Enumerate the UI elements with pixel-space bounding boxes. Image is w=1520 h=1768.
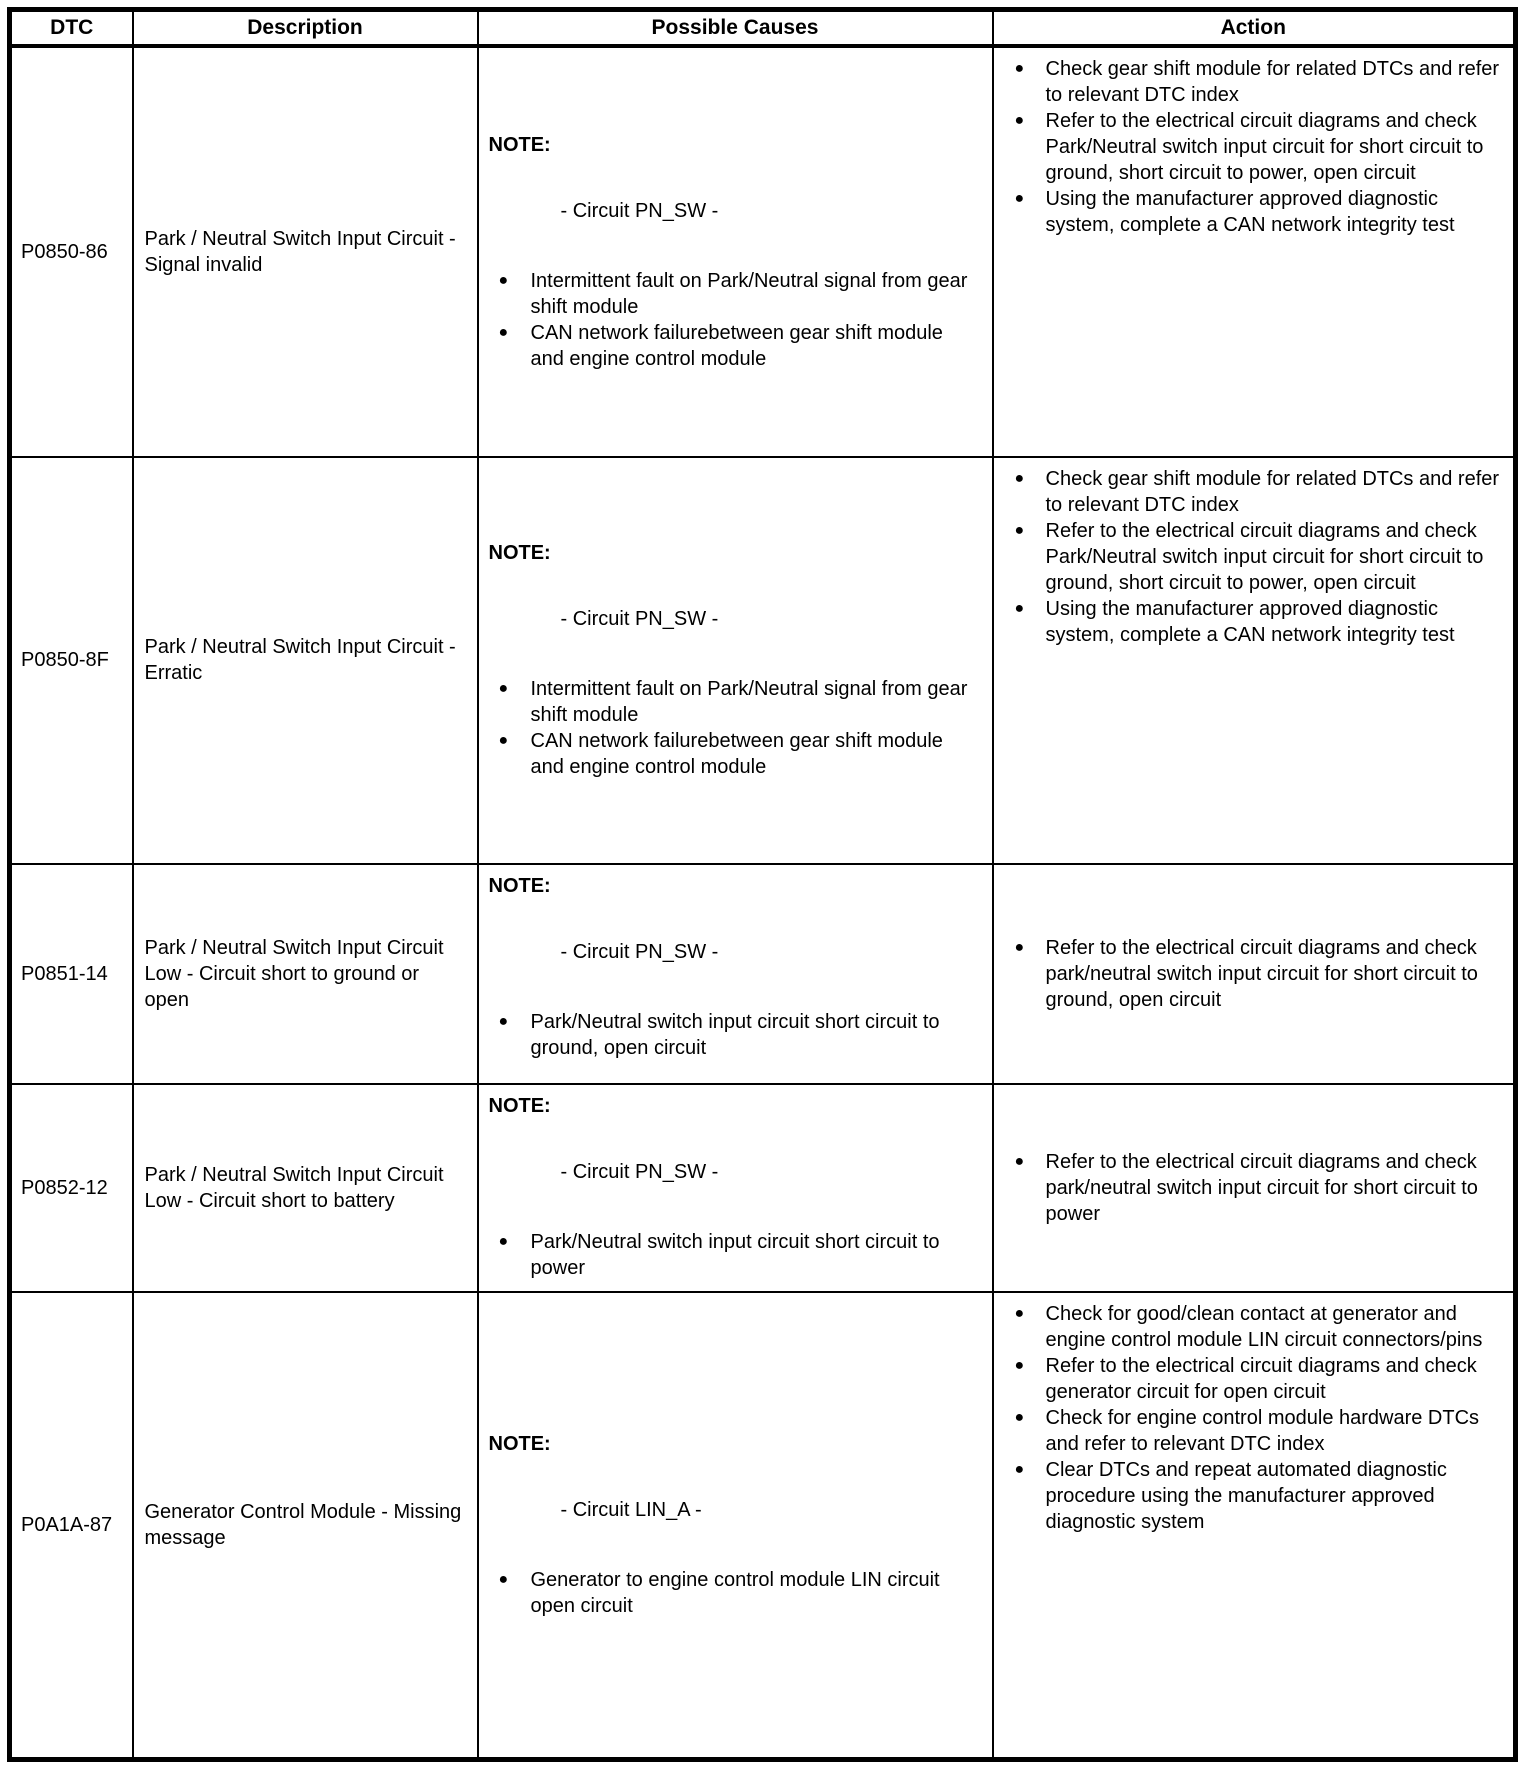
note-label: NOTE: <box>488 542 551 564</box>
col-header-action: Action <box>993 10 1516 46</box>
circuit-reference: - Circuit PN_SW - <box>560 199 719 222</box>
circuit-reference: - Circuit PN_SW - <box>560 1160 719 1183</box>
causes-list <box>489 1009 980 1061</box>
action-cell <box>993 1292 1516 1760</box>
action-item: ● Refer to the electrical circuit diagrams and check generator circuit for open circuit <box>1006 1353 1508 1405</box>
dtc-code: P0A1A-87 <box>10 1292 133 1760</box>
possible-causes-cell <box>478 457 993 864</box>
cause-item: ● CAN network failurebetween gear shift module and engine control module <box>489 320 980 372</box>
note-label: NOTE: <box>488 1432 551 1455</box>
dtc-description: Generator Control Module - Missing message <box>133 1292 478 1760</box>
action-cell <box>993 864 1516 1084</box>
action-cell <box>993 46 1516 457</box>
action-item: ● Check for engine control module hardware DTCs and refer to relevant DTC index <box>1006 1405 1508 1457</box>
action-item: ● Refer to the electrical circuit diagrams and check park/neutral switch input circuit for short circuit to ground, open circuit <box>1006 935 1508 1013</box>
col-header-dtc: DTC <box>10 10 133 46</box>
action-item: ● Check gear shift module for related DTCs and refer to relevant DTC index <box>1006 466 1508 518</box>
dtc-code: P0852-12 <box>10 1084 133 1292</box>
note-label: NOTE: <box>488 133 551 156</box>
action-item: ● Refer to the electrical circuit diagrams and check Park/Neutral switch input circuit for short circuit to ground, short circuit to power, open circuit <box>1006 518 1508 596</box>
col-header-possible-causes: Possible Causes <box>478 10 993 46</box>
causes-list <box>489 268 980 372</box>
action-item: ● Using the manufacturer approved diagnostic system, complete a CAN network integrity test <box>1006 186 1508 238</box>
cause-item: ● Park/Neutral switch input circuit short circuit to ground, open circuit <box>489 1009 980 1061</box>
action-list <box>1006 1149 1508 1227</box>
action-list <box>1006 466 1508 648</box>
possible-causes-cell <box>478 1084 993 1292</box>
cause-item: ● Intermittent fault on Park/Neutral signal from gear shift module <box>489 676 980 728</box>
cause-item: ● Generator to engine control module LIN circuit open circuit <box>489 1567 980 1619</box>
dtc-description: Park / Neutral Switch Input Circuit - Erratic <box>133 457 478 864</box>
action-list <box>1006 56 1508 238</box>
circuit-reference: - Circuit LIN_A - <box>560 1498 702 1521</box>
table-row <box>10 864 1516 1084</box>
table-row <box>10 1084 1516 1292</box>
cause-item: ● CAN network failurebetween gear shift module and engine control module <box>489 728 980 780</box>
action-item: ● Clear DTCs and repeat automated diagnostic procedure using the manufacturer approved diagnostic system <box>1006 1457 1508 1535</box>
circuit-reference: - Circuit PN_SW - <box>560 608 719 630</box>
dtc-code: P0851-14 <box>10 864 133 1084</box>
causes-list <box>489 676 980 780</box>
action-cell <box>993 1084 1516 1292</box>
cause-item: ● Park/Neutral switch input circuit short circuit to power <box>489 1229 980 1281</box>
action-item: ● Check gear shift module for related DTCs and refer to relevant DTC index <box>1006 56 1508 108</box>
action-item: ● Refer to the electrical circuit diagrams and check Park/Neutral switch input circuit for short circuit to ground, short circuit to power, open circuit <box>1006 108 1508 186</box>
table-row <box>10 457 1516 864</box>
action-cell <box>993 457 1516 864</box>
table-row <box>10 46 1516 457</box>
action-list <box>1006 1301 1508 1535</box>
possible-causes-cell <box>478 864 993 1084</box>
causes-list <box>489 1229 980 1281</box>
circuit-reference: - Circuit PN_SW - <box>560 940 719 963</box>
action-item: ● Check for good/clean contact at generator and engine control module LIN circuit connectors/pins <box>1006 1301 1508 1353</box>
dtc-code: P0850-86 <box>10 46 133 457</box>
dtc-description: Park / Neutral Switch Input Circuit Low - Circuit short to battery <box>133 1084 478 1292</box>
table-row <box>10 1292 1516 1760</box>
dtc-code: P0850-8F <box>10 457 133 864</box>
dtc-description: Park / Neutral Switch Input Circuit - Signal invalid <box>133 46 478 457</box>
cause-item: ● Intermittent fault on Park/Neutral signal from gear shift module <box>489 268 980 320</box>
col-header-description: Description <box>133 10 478 46</box>
causes-list <box>489 1567 980 1619</box>
dtc-table <box>7 7 1518 1762</box>
action-item: ● Refer to the electrical circuit diagrams and check park/neutral switch input circuit for short circuit to power <box>1006 1149 1508 1227</box>
possible-causes-cell <box>478 46 993 457</box>
dtc-description: Park / Neutral Switch Input Circuit Low - Circuit short to ground or open <box>133 864 478 1084</box>
action-item: ● Using the manufacturer approved diagnostic system, complete a CAN network integrity test <box>1006 596 1508 648</box>
table-header-row <box>10 10 1516 46</box>
possible-causes-cell <box>478 1292 993 1760</box>
note-label: NOTE: <box>488 874 551 897</box>
note-label: NOTE: <box>488 1094 551 1117</box>
action-list <box>1006 935 1508 1013</box>
